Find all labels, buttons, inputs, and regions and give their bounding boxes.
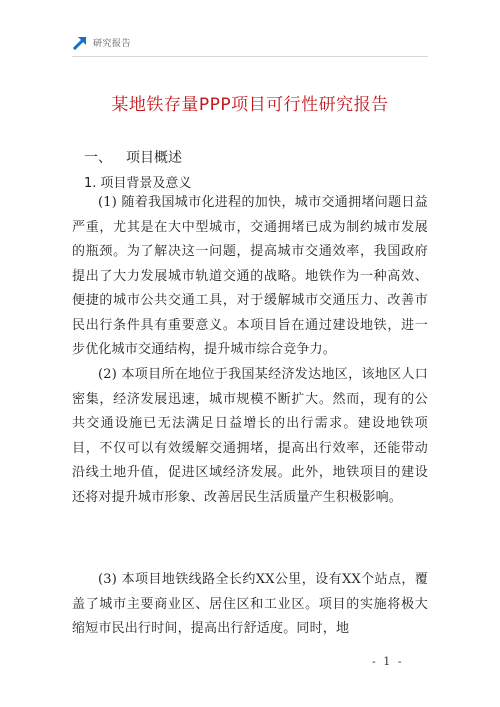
- header-label: 研究报告: [93, 38, 132, 49]
- subsection-label: 项目背景及意义: [100, 176, 192, 191]
- subsection-heading: [84, 172, 191, 191]
- section-number: 一、: [84, 150, 112, 166]
- paragraph-1: (1) 随着我国城市化进程的加快，城市交通拥堵问题日益严重，尤其是在大中型城市，交通拥堵已成为制约城市发展的瓶颈。为了解决这一问题，提高城市交通效率，我国政府提出了大力发展城市轨道交通的战略。地铁作为一种高效、便捷的城市公共交通工具，对于缓解城市交通压力、改善市民出行条件具有重要意义。本项目旨在通过建设地铁，进一步优化城市交通结构，提升城市综合竞争力。: [72, 195, 428, 357]
- paragraph-2: (2) 本项目所在地位于我国某经济发达地区，该地区人口密集，经济发展迅速，城市规模不断扩大。然而，现有的公共交通设施已无法满足日益增长的出行需求。建设地铁项目，不仅可以有效缓解交通拥堵，提高出行效率，还能带动沿线土地升值，促进区域经济发展。此外，地铁项目的建设还将对提升城市形象、改善居民生活质量产生积极影响。: [72, 367, 428, 505]
- header-divider: [72, 56, 428, 57]
- document-header: [72, 33, 131, 51]
- subsection-number: 1.: [84, 176, 97, 191]
- document-title: 某地铁存量PPP项目可行性研究报告: [111, 95, 389, 115]
- arrow-up-right-icon: [72, 34, 88, 50]
- page-number: - 1 -: [372, 655, 404, 668]
- paragraph-3: (3) 本项目地铁线路全长约XX公里，设有XX个站点，覆盖了城市主要商业区、居住区和工业区。项目的实施将极大缩短市民出行时间，提高出行舒适度。同时，地: [72, 572, 428, 636]
- section-heading: [84, 147, 182, 167]
- section-label: 项目概述: [126, 150, 182, 166]
